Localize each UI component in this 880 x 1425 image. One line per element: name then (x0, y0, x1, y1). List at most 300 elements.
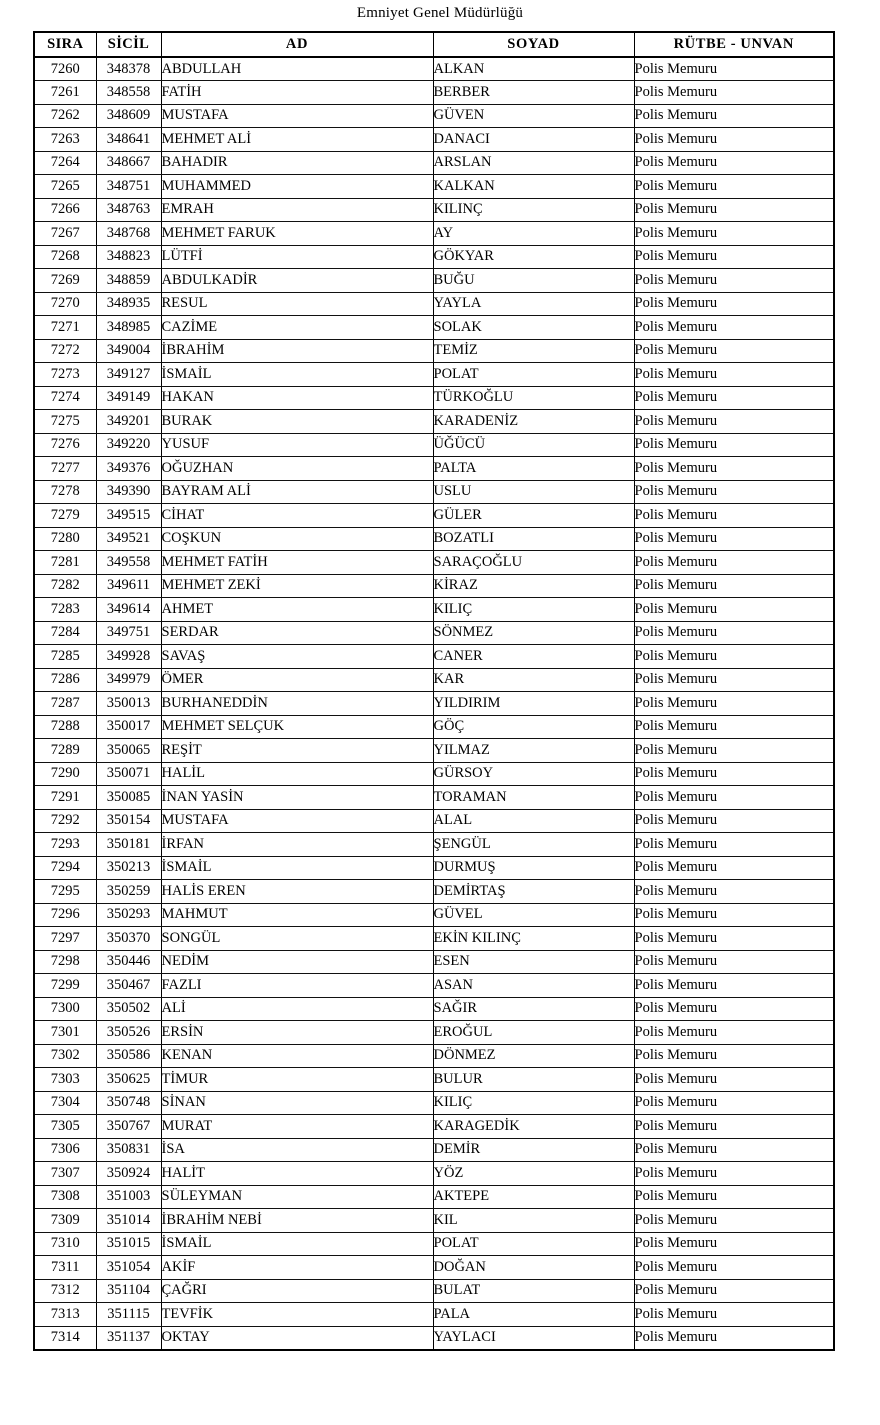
table-row (34, 339, 834, 363)
cell-soyad: KİRAZ (433, 574, 634, 598)
cell-ad: TEVFİK (161, 1303, 433, 1327)
table-row (34, 903, 834, 927)
cell-soyad: DÖNMEZ (433, 1044, 634, 1068)
cell-sicil: 348667 (96, 151, 161, 175)
cell-sira: 7296 (34, 903, 96, 927)
table-row (34, 292, 834, 316)
cell-sicil: 349614 (96, 598, 161, 622)
table-row (34, 1021, 834, 1045)
table-row (34, 198, 834, 222)
column-header-sicil: SİCİL (96, 32, 161, 57)
cell-sira: 7269 (34, 269, 96, 293)
cell-rutbe: Polis Memuru (634, 1303, 834, 1327)
cell-soyad: KILIÇ (433, 598, 634, 622)
table-row (34, 715, 834, 739)
table-row (34, 950, 834, 974)
cell-sicil: 349928 (96, 645, 161, 669)
cell-rutbe: Polis Memuru (634, 339, 834, 363)
cell-sira: 7265 (34, 175, 96, 199)
cell-sicil: 349611 (96, 574, 161, 598)
cell-sicil: 348609 (96, 104, 161, 128)
cell-sira: 7285 (34, 645, 96, 669)
cell-sicil: 350767 (96, 1115, 161, 1139)
cell-ad: FAZLI (161, 974, 433, 998)
cell-sicil: 351015 (96, 1232, 161, 1256)
cell-soyad: GÜRSOY (433, 762, 634, 786)
cell-soyad: GÖKYAR (433, 245, 634, 269)
cell-sira: 7263 (34, 128, 96, 152)
table-row (34, 175, 834, 199)
cell-ad: HALİS EREN (161, 880, 433, 904)
table-row (34, 1303, 834, 1327)
cell-sicil: 350213 (96, 856, 161, 880)
cell-soyad: DURMUŞ (433, 856, 634, 880)
cell-ad: ABDULLAH (161, 57, 433, 81)
table-row (34, 386, 834, 410)
cell-ad: BURAK (161, 410, 433, 434)
cell-soyad: ESEN (433, 950, 634, 974)
cell-soyad: DEMİR (433, 1138, 634, 1162)
cell-rutbe: Polis Memuru (634, 856, 834, 880)
cell-sicil: 350924 (96, 1162, 161, 1186)
table-row (34, 480, 834, 504)
cell-rutbe: Polis Memuru (634, 292, 834, 316)
cell-sicil: 350467 (96, 974, 161, 998)
cell-rutbe: Polis Memuru (634, 903, 834, 927)
cell-rutbe: Polis Memuru (634, 57, 834, 81)
table-row (34, 1326, 834, 1350)
cell-sicil: 348641 (96, 128, 161, 152)
cell-ad: YUSUF (161, 433, 433, 457)
cell-ad: SÜLEYMAN (161, 1185, 433, 1209)
cell-ad: SAVAŞ (161, 645, 433, 669)
column-header-sira: SIRA (34, 32, 96, 57)
cell-ad: İBRAHİM NEBİ (161, 1209, 433, 1233)
table-row (34, 1232, 834, 1256)
cell-soyad: ASAN (433, 974, 634, 998)
cell-rutbe: Polis Memuru (634, 457, 834, 481)
cell-rutbe: Polis Memuru (634, 880, 834, 904)
table-body (34, 57, 834, 1350)
cell-soyad: YILDIRIM (433, 692, 634, 716)
table-row (34, 880, 834, 904)
cell-sicil: 349220 (96, 433, 161, 457)
cell-ad: AHMET (161, 598, 433, 622)
cell-sira: 7262 (34, 104, 96, 128)
cell-ad: ÖMER (161, 668, 433, 692)
cell-sicil: 350831 (96, 1138, 161, 1162)
cell-rutbe: Polis Memuru (634, 433, 834, 457)
cell-soyad: YAYLACI (433, 1326, 634, 1350)
cell-sira: 7279 (34, 504, 96, 528)
cell-soyad: BULAT (433, 1279, 634, 1303)
table-row (34, 762, 834, 786)
cell-rutbe: Polis Memuru (634, 104, 834, 128)
cell-sira: 7294 (34, 856, 96, 880)
table-row (34, 1162, 834, 1186)
cell-sicil: 348985 (96, 316, 161, 340)
cell-sira: 7268 (34, 245, 96, 269)
cell-ad: İSMAİL (161, 856, 433, 880)
cell-sicil: 351137 (96, 1326, 161, 1350)
personnel-roster-table (33, 31, 835, 1351)
cell-soyad: DANACI (433, 128, 634, 152)
cell-rutbe: Polis Memuru (634, 809, 834, 833)
cell-rutbe: Polis Memuru (634, 1021, 834, 1045)
cell-sira: 7261 (34, 81, 96, 105)
cell-soyad: ŞENGÜL (433, 833, 634, 857)
cell-ad: ERSİN (161, 1021, 433, 1045)
cell-ad: FATİH (161, 81, 433, 105)
cell-sira: 7307 (34, 1162, 96, 1186)
cell-sira: 7305 (34, 1115, 96, 1139)
cell-sira: 7299 (34, 974, 96, 998)
table-row (34, 856, 834, 880)
table-row (34, 457, 834, 481)
cell-ad: OKTAY (161, 1326, 433, 1350)
cell-ad: İSA (161, 1138, 433, 1162)
cell-rutbe: Polis Memuru (634, 598, 834, 622)
cell-soyad: KARAGEDİK (433, 1115, 634, 1139)
cell-soyad: GÜVEN (433, 104, 634, 128)
cell-sicil: 350017 (96, 715, 161, 739)
cell-soyad: USLU (433, 480, 634, 504)
cell-soyad: ARSLAN (433, 151, 634, 175)
cell-ad: İBRAHİM (161, 339, 433, 363)
cell-sira: 7289 (34, 739, 96, 763)
cell-ad: SİNAN (161, 1091, 433, 1115)
table-row (34, 1068, 834, 1092)
table-row (34, 1256, 834, 1280)
cell-soyad: POLAT (433, 363, 634, 387)
cell-ad: İRFAN (161, 833, 433, 857)
cell-sicil: 350586 (96, 1044, 161, 1068)
cell-sicil: 349390 (96, 480, 161, 504)
cell-rutbe: Polis Memuru (634, 1256, 834, 1280)
cell-soyad: PALA (433, 1303, 634, 1327)
table-row (34, 81, 834, 105)
cell-soyad: KAR (433, 668, 634, 692)
cell-ad: MAHMUT (161, 903, 433, 927)
cell-sira: 7272 (34, 339, 96, 363)
table-row (34, 1279, 834, 1303)
page-title: Emniyet Genel Müdürlüğü (356, 5, 524, 21)
cell-soyad: DOĞAN (433, 1256, 634, 1280)
cell-sicil: 350085 (96, 786, 161, 810)
cell-rutbe: Polis Memuru (634, 551, 834, 575)
cell-sicil: 348378 (96, 57, 161, 81)
cell-rutbe: Polis Memuru (634, 927, 834, 951)
cell-soyad: DEMİRTAŞ (433, 880, 634, 904)
cell-rutbe: Polis Memuru (634, 410, 834, 434)
table-row (34, 222, 834, 246)
cell-sicil: 349201 (96, 410, 161, 434)
cell-sicil: 350154 (96, 809, 161, 833)
column-header-soyad: SOYAD (433, 32, 634, 57)
cell-sicil: 350065 (96, 739, 161, 763)
cell-sira: 7281 (34, 551, 96, 575)
table-header-row (34, 32, 834, 57)
table-row (34, 504, 834, 528)
cell-rutbe: Polis Memuru (634, 504, 834, 528)
cell-ad: EMRAH (161, 198, 433, 222)
table-row (34, 128, 834, 152)
cell-sira: 7295 (34, 880, 96, 904)
table-header (34, 32, 834, 57)
cell-ad: MUHAMMED (161, 175, 433, 199)
cell-soyad: KILINÇ (433, 198, 634, 222)
cell-sira: 7288 (34, 715, 96, 739)
cell-ad: OĞUZHAN (161, 457, 433, 481)
cell-sira: 7297 (34, 927, 96, 951)
cell-rutbe: Polis Memuru (634, 1044, 834, 1068)
cell-sira: 7293 (34, 833, 96, 857)
cell-soyad: GÖÇ (433, 715, 634, 739)
cell-sira: 7314 (34, 1326, 96, 1350)
cell-rutbe: Polis Memuru (634, 198, 834, 222)
cell-ad: NEDİM (161, 950, 433, 974)
cell-sira: 7287 (34, 692, 96, 716)
cell-sicil: 348823 (96, 245, 161, 269)
cell-sira: 7260 (34, 57, 96, 81)
cell-sicil: 349004 (96, 339, 161, 363)
cell-rutbe: Polis Memuru (634, 386, 834, 410)
cell-sicil: 351014 (96, 1209, 161, 1233)
cell-sicil: 349127 (96, 363, 161, 387)
cell-sira: 7298 (34, 950, 96, 974)
cell-ad: MUSTAFA (161, 809, 433, 833)
table-row (34, 997, 834, 1021)
table-row (34, 1115, 834, 1139)
cell-soyad: EROĞUL (433, 1021, 634, 1045)
cell-soyad: AY (433, 222, 634, 246)
cell-sira: 7266 (34, 198, 96, 222)
cell-ad: KENAN (161, 1044, 433, 1068)
cell-sira: 7291 (34, 786, 96, 810)
cell-rutbe: Polis Memuru (634, 1091, 834, 1115)
cell-sira: 7309 (34, 1209, 96, 1233)
cell-sira: 7312 (34, 1279, 96, 1303)
table-row (34, 739, 834, 763)
cell-ad: REŞİT (161, 739, 433, 763)
cell-ad: MEHMET ZEKİ (161, 574, 433, 598)
cell-sicil: 348859 (96, 269, 161, 293)
cell-rutbe: Polis Memuru (634, 151, 834, 175)
roster-table-container (33, 31, 833, 1351)
cell-rutbe: Polis Memuru (634, 786, 834, 810)
cell-soyad: GÜVEL (433, 903, 634, 927)
cell-soyad: KALKAN (433, 175, 634, 199)
cell-ad: LÜTFİ (161, 245, 433, 269)
cell-sicil: 349376 (96, 457, 161, 481)
cell-rutbe: Polis Memuru (634, 1185, 834, 1209)
cell-sira: 7308 (34, 1185, 96, 1209)
table-row (34, 668, 834, 692)
cell-soyad: EKİN KILINÇ (433, 927, 634, 951)
cell-sira: 7264 (34, 151, 96, 175)
cell-sira: 7310 (34, 1232, 96, 1256)
cell-sira: 7270 (34, 292, 96, 316)
cell-sicil: 351104 (96, 1279, 161, 1303)
cell-soyad: BUĞU (433, 269, 634, 293)
cell-soyad: YILMAZ (433, 739, 634, 763)
cell-ad: SERDAR (161, 621, 433, 645)
cell-sira: 7267 (34, 222, 96, 246)
table-row (34, 574, 834, 598)
cell-rutbe: Polis Memuru (634, 974, 834, 998)
cell-sicil: 350748 (96, 1091, 161, 1115)
cell-rutbe: Polis Memuru (634, 1068, 834, 1092)
cell-sicil: 350446 (96, 950, 161, 974)
cell-soyad: TEMİZ (433, 339, 634, 363)
column-header-rutbe: RÜTBE - UNVAN (634, 32, 834, 57)
cell-ad: BURHANEDDİN (161, 692, 433, 716)
cell-ad: MEHMET FATİH (161, 551, 433, 575)
cell-rutbe: Polis Memuru (634, 833, 834, 857)
cell-sicil: 351115 (96, 1303, 161, 1327)
cell-ad: ABDULKADİR (161, 269, 433, 293)
cell-soyad: KARADENİZ (433, 410, 634, 434)
cell-sira: 7278 (34, 480, 96, 504)
table-row (34, 645, 834, 669)
cell-rutbe: Polis Memuru (634, 1162, 834, 1186)
cell-soyad: BOZATLI (433, 527, 634, 551)
cell-sicil: 349521 (96, 527, 161, 551)
cell-ad: HAKAN (161, 386, 433, 410)
cell-sicil: 348751 (96, 175, 161, 199)
cell-sicil: 350013 (96, 692, 161, 716)
cell-sicil: 350526 (96, 1021, 161, 1045)
cell-rutbe: Polis Memuru (634, 175, 834, 199)
cell-soyad: GÜLER (433, 504, 634, 528)
cell-soyad: BERBER (433, 81, 634, 105)
cell-rutbe: Polis Memuru (634, 645, 834, 669)
cell-sira: 7306 (34, 1138, 96, 1162)
cell-sicil: 350071 (96, 762, 161, 786)
cell-soyad: ALKAN (433, 57, 634, 81)
cell-sicil: 349149 (96, 386, 161, 410)
cell-ad: MUSTAFA (161, 104, 433, 128)
cell-sicil: 348763 (96, 198, 161, 222)
cell-rutbe: Polis Memuru (634, 1326, 834, 1350)
table-row (34, 974, 834, 998)
table-row (34, 151, 834, 175)
cell-sira: 7300 (34, 997, 96, 1021)
table-row (34, 621, 834, 645)
table-row (34, 433, 834, 457)
cell-rutbe: Polis Memuru (634, 269, 834, 293)
cell-soyad: YÖZ (433, 1162, 634, 1186)
cell-ad: BAYRAM ALİ (161, 480, 433, 504)
cell-sira: 7284 (34, 621, 96, 645)
cell-sicil: 350625 (96, 1068, 161, 1092)
cell-soyad: AKTEPE (433, 1185, 634, 1209)
table-row (34, 833, 834, 857)
cell-ad: İSMAİL (161, 363, 433, 387)
cell-rutbe: Polis Memuru (634, 574, 834, 598)
cell-soyad: ALAL (433, 809, 634, 833)
cell-rutbe: Polis Memuru (634, 81, 834, 105)
cell-ad: MEHMET SELÇUK (161, 715, 433, 739)
cell-sira: 7277 (34, 457, 96, 481)
table-row (34, 598, 834, 622)
cell-sicil: 350293 (96, 903, 161, 927)
cell-sira: 7304 (34, 1091, 96, 1115)
cell-ad: AKİF (161, 1256, 433, 1280)
table-row (34, 363, 834, 387)
cell-rutbe: Polis Memuru (634, 527, 834, 551)
cell-rutbe: Polis Memuru (634, 363, 834, 387)
cell-sira: 7271 (34, 316, 96, 340)
cell-ad: SONGÜL (161, 927, 433, 951)
cell-sicil: 350181 (96, 833, 161, 857)
cell-rutbe: Polis Memuru (634, 1115, 834, 1139)
cell-ad: MEHMET ALİ (161, 128, 433, 152)
column-header-ad: AD (161, 32, 433, 57)
cell-rutbe: Polis Memuru (634, 997, 834, 1021)
cell-sicil: 348558 (96, 81, 161, 105)
cell-rutbe: Polis Memuru (634, 668, 834, 692)
cell-sira: 7290 (34, 762, 96, 786)
cell-ad: BAHADIR (161, 151, 433, 175)
cell-sicil: 351054 (96, 1256, 161, 1280)
table-row (34, 1185, 834, 1209)
cell-sira: 7302 (34, 1044, 96, 1068)
table-row (34, 809, 834, 833)
cell-ad: RESUL (161, 292, 433, 316)
cell-soyad: SOLAK (433, 316, 634, 340)
cell-ad: CİHAT (161, 504, 433, 528)
cell-soyad: PALTA (433, 457, 634, 481)
cell-sira: 7282 (34, 574, 96, 598)
cell-sicil: 350370 (96, 927, 161, 951)
table-row (34, 57, 834, 81)
cell-ad: ÇAĞRI (161, 1279, 433, 1303)
cell-soyad: ÜĞÜCÜ (433, 433, 634, 457)
cell-rutbe: Polis Memuru (634, 245, 834, 269)
cell-sicil: 348768 (96, 222, 161, 246)
cell-soyad: KILIÇ (433, 1091, 634, 1115)
cell-rutbe: Polis Memuru (634, 128, 834, 152)
cell-sira: 7274 (34, 386, 96, 410)
cell-soyad: BULUR (433, 1068, 634, 1092)
cell-rutbe: Polis Memuru (634, 739, 834, 763)
cell-sira: 7286 (34, 668, 96, 692)
table-row (34, 1091, 834, 1115)
cell-soyad: TÜRKOĞLU (433, 386, 634, 410)
table-row (34, 527, 834, 551)
cell-ad: MEHMET FARUK (161, 222, 433, 246)
table-row (34, 316, 834, 340)
table-row (34, 1138, 834, 1162)
cell-sicil: 349979 (96, 668, 161, 692)
table-row (34, 1044, 834, 1068)
cell-sira: 7313 (34, 1303, 96, 1327)
cell-sira: 7273 (34, 363, 96, 387)
cell-sira: 7311 (34, 1256, 96, 1280)
cell-rutbe: Polis Memuru (634, 1138, 834, 1162)
cell-soyad: KIL (433, 1209, 634, 1233)
cell-soyad: TORAMAN (433, 786, 634, 810)
table-row (34, 786, 834, 810)
table-row (34, 692, 834, 716)
cell-rutbe: Polis Memuru (634, 1209, 834, 1233)
cell-sicil: 349558 (96, 551, 161, 575)
cell-ad: COŞKUN (161, 527, 433, 551)
cell-rutbe: Polis Memuru (634, 950, 834, 974)
cell-ad: MURAT (161, 1115, 433, 1139)
cell-sicil: 349751 (96, 621, 161, 645)
